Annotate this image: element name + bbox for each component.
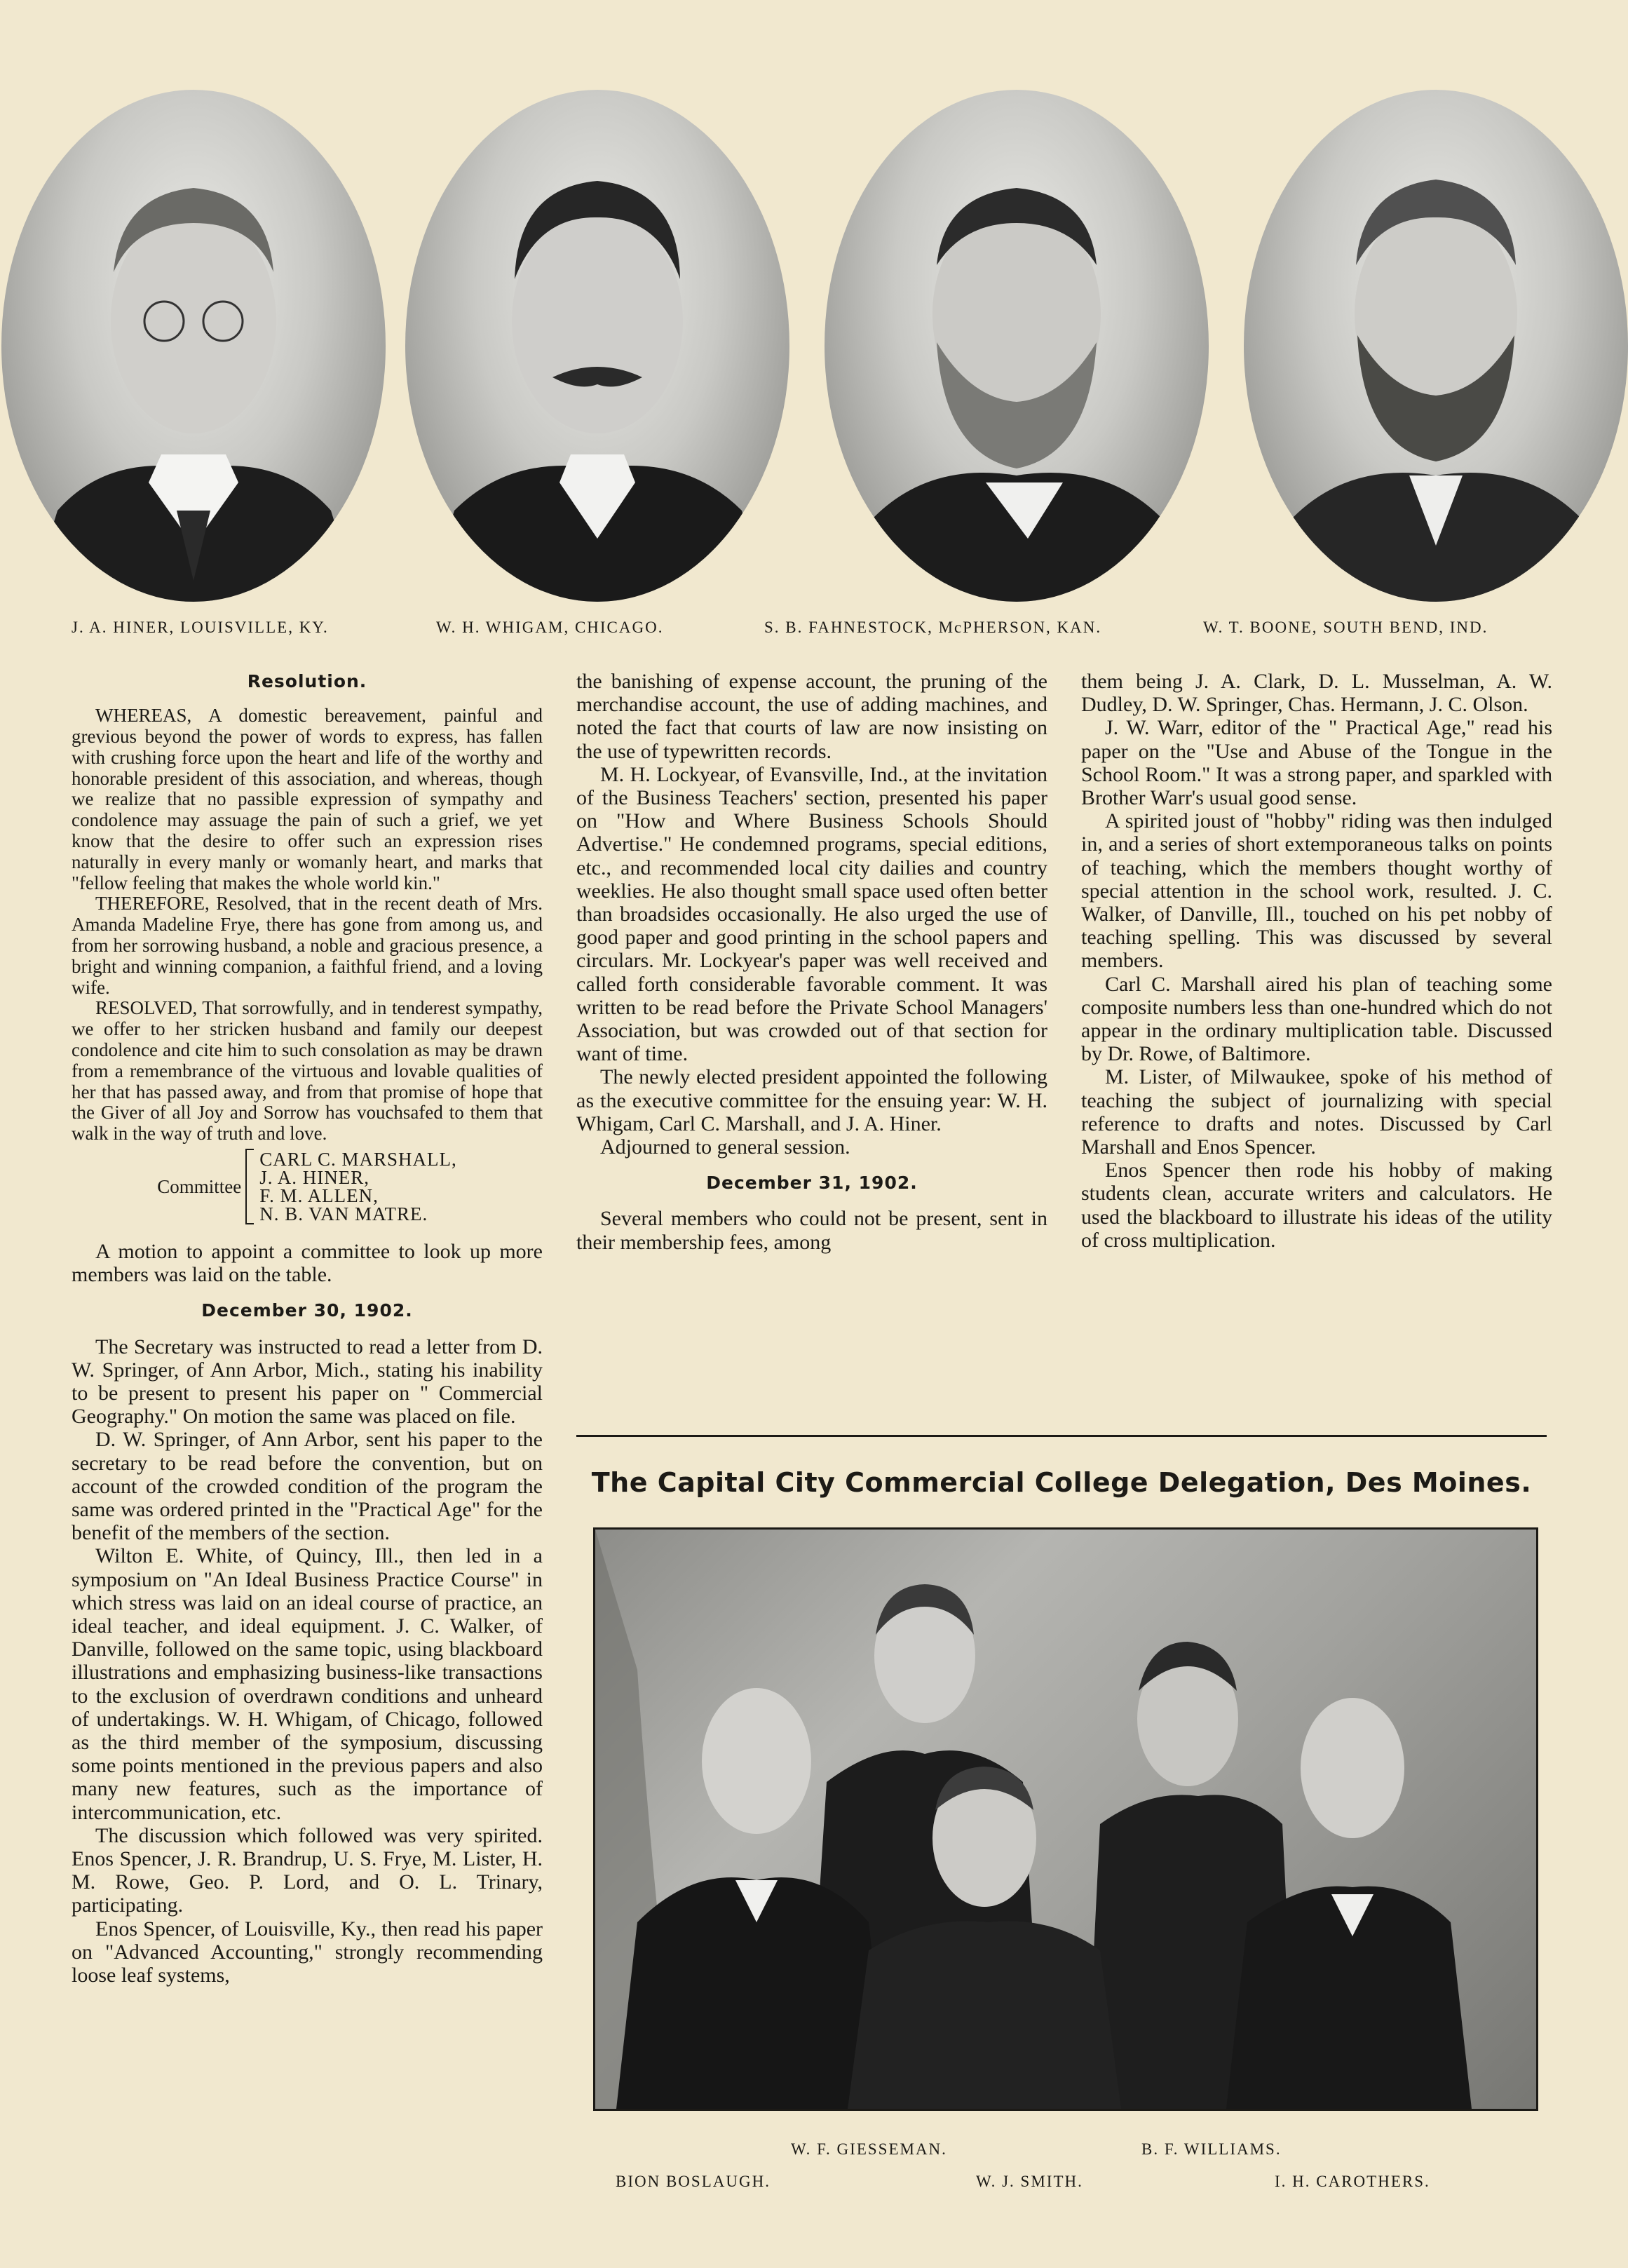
portrait-caption-whigam: W. H. WHIGAM, CHICAGO. bbox=[436, 619, 664, 636]
marshall-paragraph: Carl C. Marshall aired his plan of teaching some composite numbers less than one-hundred which do not appear in the ordinary multiplication table. Discussed by Dr. Rowe, of Baltimore. bbox=[1081, 972, 1552, 1066]
column-2 bbox=[576, 670, 1047, 1254]
several-paragraph: Several members who could not be present, sent in their membership fees, among bbox=[576, 1207, 1047, 1254]
continued-paragraph: the banishing of expense account, the pruning of the merchandise account, the use of adding machines, and noted the fact that courts of law are now insisting on the use of typewritten records. bbox=[576, 670, 1047, 763]
resolution-paragraph-3: RESOLVED, That sorrowfully, and in tenderest sympathy, we offer to her stricken husband and family our deepest condolence and cite him to such consolation as may be drawn from a remembrance of the virtuous and lovable qualities of her that has passed away, and from that promise of hope that the Giver of all Joy and Sorrow has vouchsafed to them that walk in the way of truth and love. bbox=[72, 997, 543, 1145]
december-31-heading: December 31, 1902. bbox=[706, 1173, 918, 1194]
committee-names bbox=[259, 1150, 457, 1223]
committee-name: N. B. VAN MATRE. bbox=[259, 1203, 428, 1224]
column-3 bbox=[1081, 670, 1552, 1252]
portrait-fahnestock bbox=[825, 90, 1209, 602]
spencer-paragraph: Enos Spencer, of Louisville, Ky., then read his paper on "Advanced Accounting," strongly recommending loose leaf systems, bbox=[72, 1917, 543, 1987]
caption-smith: W. J. SMITH. bbox=[976, 2173, 1083, 2190]
committee-name: CARL C. MARSHALL, bbox=[259, 1148, 457, 1170]
joust-paragraph: A spirited joust of "hobby" riding was then indulged in, and a series of short extemporaneous talks on points of teaching, which the members thought worthy of special attention in the school work, resulted. J. C. Walker, of Danville, Ill., touched on his pet nobby of teaching spelling. This was discussed by several members. bbox=[1081, 809, 1552, 973]
motion-paragraph: A motion to appoint a committee to look up more members was laid on the table. bbox=[72, 1239, 543, 1287]
caption-williams: B. F. WILLIAMS. bbox=[1141, 2140, 1282, 2158]
resolution-paragraph-1: WHEREAS, A domestic bereavement, painful and grevious beyond the power of words to express, has fallen with crushing force upon the heart and life of the worthy and honorable president of this association, and whereas, though we realize that no passible expression of sympathy and condolence may assuage the pain of such a grief, we yet know that the desire to offer such an expression rises naturally in every manly or womanly heart, and marks that "fellow feeling that makes the whole world kin." bbox=[72, 705, 543, 893]
column-1 bbox=[72, 670, 543, 1987]
committee-signature bbox=[72, 1149, 543, 1224]
portrait-boone bbox=[1244, 90, 1628, 602]
committee-label: Committee bbox=[157, 1175, 242, 1197]
discussion-paragraph: The discussion which followed was very spirited. Enos Spencer, J. R. Brandrup, U. S. Frye, M. Lister, H. M. Rowe, Geo. P. Lord, and O. L. Trinary, participating. bbox=[72, 1823, 543, 1917]
committee-name: J. A. HINER, bbox=[259, 1166, 369, 1188]
caption-carothers: I. H. CAROTHERS. bbox=[1275, 2173, 1430, 2190]
portrait-caption-hiner: J. A. HINER, LOUISVILLE, KY. bbox=[72, 619, 329, 636]
delegation-title: The Capital City Commercial College Delegation, Des Moines. bbox=[591, 1467, 1532, 1498]
resolution-heading: Resolution. bbox=[247, 671, 367, 691]
caption-boslaugh: BION BOSLAUGH. bbox=[616, 2173, 771, 2190]
enos-paragraph: Enos Spencer then rode his hobby of making students clean, accurate writers and calculators. He used the blackboard to illustrate his ideas of the utility of cross multiplication. bbox=[1081, 1159, 1552, 1252]
white-paragraph: Wilton E. White, of Quincy, Ill., then led in a symposium on "An Ideal Business Practice Course" in which stress was laid on an ideal course of practice, an ideal teacher, and ideal equipment. J. C. Walker, of Danville, followed on the same topic, using blackboard illustrations and emphasizing business-like transactions to the exclusion of overdrawn conditions and unheard of undertakings. W. H. Whigam, of Chicago, followed as the third member of the symposium, discussing some points mentioned in the previous papers and also many new features, such as the importance of intercommunication, etc. bbox=[72, 1544, 543, 1824]
resolution-paragraph-2: THEREFORE, Resolved, that in the recent death of Mrs. Amanda Madeline Frye, there has gone from among us, and from her sorrowing husband, a noble and gracious presence, a bright and winning companion, a faithful friend, and a loving wife. bbox=[72, 893, 543, 998]
elected-paragraph: The newly elected president appointed the following as the executive committee for the ensuing year: W. H. Whigam, Carl C. Marshall, and J. A. Hiner. bbox=[576, 1065, 1047, 1135]
committee-name: F. M. ALLEN, bbox=[259, 1184, 379, 1206]
warr-paragraph: J. W. Warr, editor of the " Practical Age," read his paper on the "Use and Abuse of the Tongue in the School Room." It was a strong paper, and sparkled with Brother Warr's usual good sense. bbox=[1081, 716, 1552, 810]
december-30-heading: December 30, 1902. bbox=[201, 1300, 413, 1321]
them-paragraph: them being J. A. Clark, D. L. Musselman, A. W. Dudley, D. W. Springer, Chas. Hermann, J. C. Olson. bbox=[1081, 670, 1552, 717]
secretary-paragraph: The Secretary was instructed to read a letter from D. W. Springer, of Ann Arbor, Mich., stating his inability to be present to present his paper on " Commercial Geography." On motion the same was placed on file. bbox=[72, 1335, 543, 1429]
portrait-hiner bbox=[1, 90, 386, 602]
portrait-caption-fahnestock: S. B. FAHNESTOCK, McPHERSON, KAN. bbox=[764, 619, 1102, 636]
lister-paragraph: M. Lister, of Milwaukee, spoke of his method of teaching the subject of journalizing with special reference to drafts and notes. Discussed by Carl Marshall and Enos Spencer. bbox=[1081, 1065, 1552, 1159]
section-divider bbox=[576, 1435, 1547, 1437]
lockyear-paragraph: M. H. Lockyear, of Evansville, Ind., at the invitation of the Business Teachers' section, presented his paper on "How and Where Business Schools Should Advertise." He condemned programs, special editions, etc., and recommended local city dailies and country weeklies. He also thought small space used often better than broadsides occasionally. He also urged the use of good paper and good printing in the school papers and circulars. Mr. Lockyear's paper was well received and called forth considerable favorable comment. It was written to be read before the Private School Managers' Association, but was crowded out of that section for want of time. bbox=[576, 762, 1047, 1066]
delegation-photo bbox=[593, 1527, 1538, 2111]
caption-giesseman: W. F. GIESSEMAN. bbox=[791, 2140, 947, 2158]
committee-brace bbox=[245, 1149, 254, 1224]
adjourned-paragraph: Adjourned to general session. bbox=[600, 1135, 850, 1159]
portrait-whigam bbox=[405, 90, 789, 602]
portrait-caption-boone: W. T. BOONE, SOUTH BEND, IND. bbox=[1203, 619, 1488, 636]
springer-paragraph: D. W. Springer, of Ann Arbor, sent his paper to the secretary to be read before the convention, but on account of the crowded condition of the program the same was ordered printed in the "Practical Age" for the benefit of the members of the section. bbox=[72, 1428, 543, 1545]
